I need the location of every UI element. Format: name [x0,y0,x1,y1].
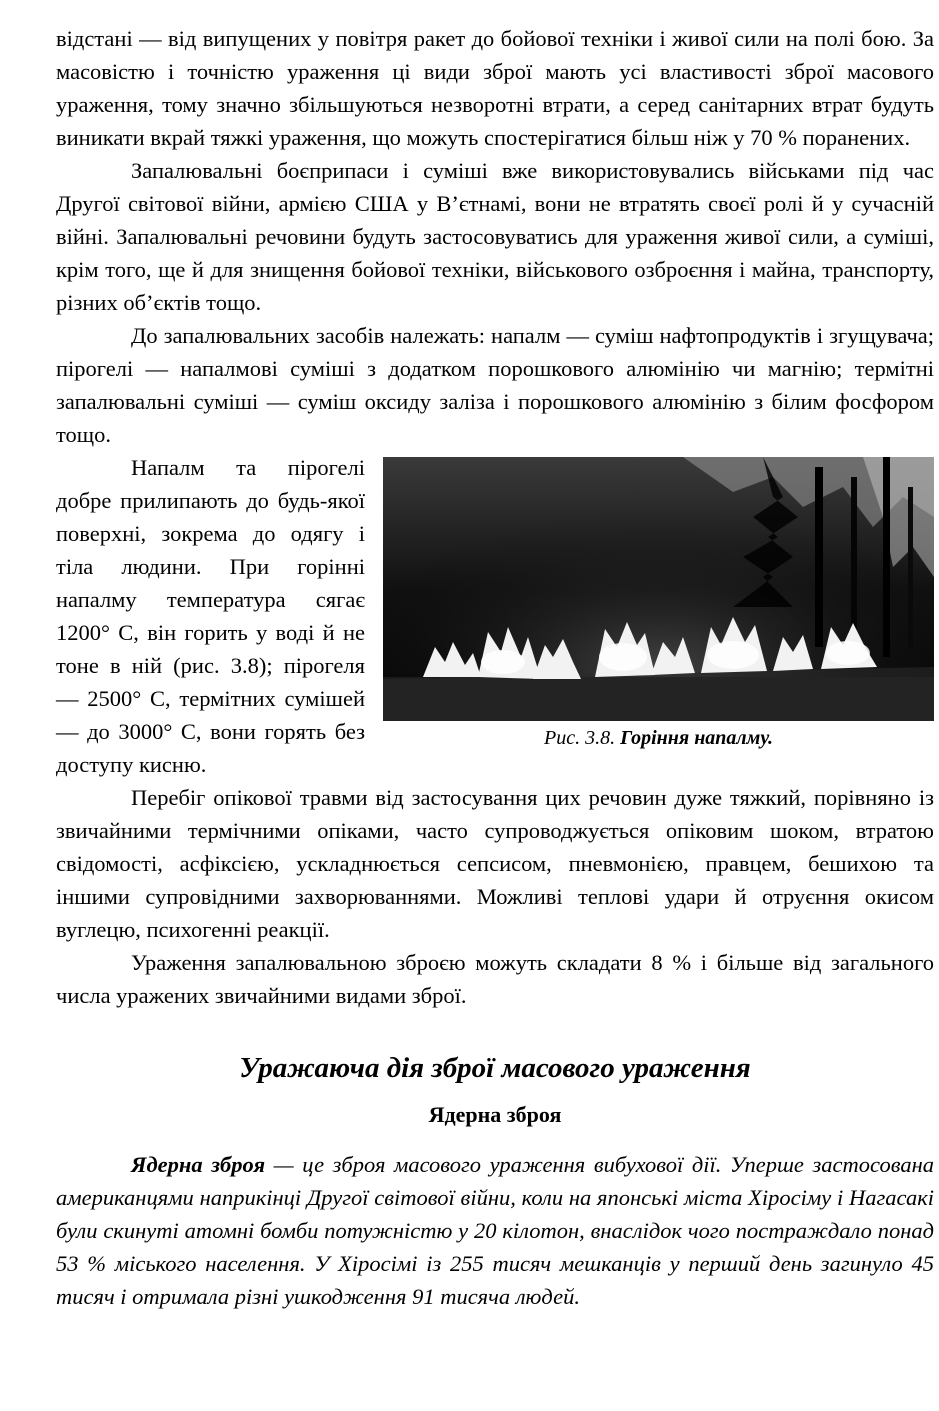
paragraph-napalm-temperatures: Напалм та пірогелі добре прилипають до будь-якої поверхні, зокрема до одягу і тіла людини. При горінні напалму температура сягає 1200° С, він горить у воді й не тоне в ній (рис. 3.8); пірогеля — 2500° С, термітних сумішей — до 3000° С, вони горять без доступу кисню. [56,455,365,777]
figure-caption-title: Горіння напалму. [620,727,773,749]
paragraph-incendiary-agents: До запалювальних засобів належать: напалм — суміш нафтопродуктів і згущувача; пірогелі — напалмові суміші з додатком порошкового алюмінію чи магнію; термітні запалювальні суміші — суміш оксиду заліза і порошкового алюмінію з білим фосфором тощо. [56,323,934,447]
section-heading: Уражаюча дія зброї масового ураження [239,1052,751,1084]
page-content [56,22,934,1313]
napalm-burning-photo [383,457,934,721]
paragraph-nuclear-definition [56,1148,934,1313]
paragraph-incendiary-munitions: Запалювальні боєприпаси і суміші вже використовувались військами під час Другої світової війни, армією США у В’єтнамі, вони не втратять своєї ролі й у сучасній війні. Запалювальні речовини будуть застосовуватись для ураження живої сили, а суміші, крім того, ще й для знищення бойової техніки, військового озброєння і майна, транспорту, різних об’єктів тощо. [56,158,934,315]
paragraph-burn-trauma: Перебіг опікової травми від застосування цих речовин дуже тяжкий, порівняно із звичайними термічними опіками, часто супроводжується опіковим шоком, втратою свідомості, асфіксією, ускладнюється сепсисом, пневмонією, правцем, бешихою та іншими супровідними захворюваннями. Можливі теплові удари й отруєння окисом вуглецю, психогенні реакції. [56,785,934,942]
paragraph-distance-losses: відстані — від випущених у повітря ракет до бойової техніки і живої сили на полі бою. За масовістю і точністю ураження ці види зброї мають усі властивості зброї масового ураження, тому значно збільшуються незворотні втрати, а серед санітарних втрат будуть виникати вкрай тяжкі ураження, що можуть спостерігатися більш ніж у 70 % поранених. [56,26,934,150]
paragraph-incendiary-share: Ураження запалювальною зброєю можуть складати 8 % і більше від загального числа уражених звичайними видами зброї. [56,950,934,1008]
defined-term: Ядерна зброя [131,1152,266,1177]
figure-caption [383,725,934,751]
definition-text: — це зброя масового ураження вибухової дії. Уперше застосована американцями наприкінці Другої світової війни, коли на японські міста Хіросіму і Нагасакі були скинуті атомні бомби потужністю у 20 кілотон, внаслідок чого постраждало понад 53 % міського населення. У Хіросімі із 255 тисяч мешканців у перший день загинуло 45 тисяч і отримала різні ушкодження 91 тисяча людей. [56,1152,934,1309]
figure-napalm [383,457,934,751]
figure-caption-number: Рис. 3.8. [543,727,616,749]
subsection-heading: Ядерна зброя [428,1102,562,1127]
